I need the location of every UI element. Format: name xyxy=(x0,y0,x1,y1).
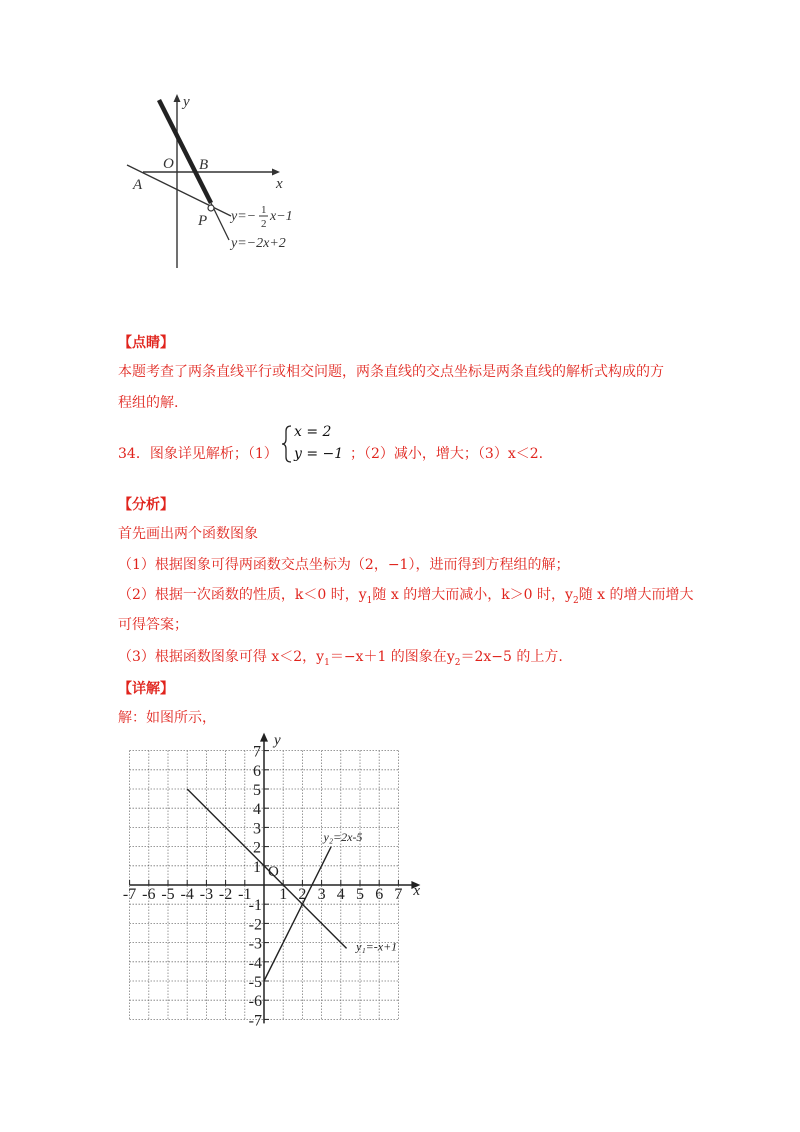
x-tick-label: -1 xyxy=(238,886,252,903)
fig1-eq1-num: 1 xyxy=(261,204,267,216)
y2-symbol: $y_2$ xyxy=(565,587,579,606)
fig1-eq1-prefix: y=− xyxy=(231,209,257,224)
figure-1 xyxy=(115,92,315,277)
fenxi-p3a: （3）根据函数图象可得 x＜2， xyxy=(118,649,317,665)
q34-sys-x: x = 2 xyxy=(294,424,332,440)
y-tick-label: -7 xyxy=(248,1012,262,1030)
y2-symbol: $y_2$ xyxy=(446,649,461,668)
x-tick-label: 3 xyxy=(317,886,326,903)
fenxi-p3b: ＝−x＋1 的图象在 xyxy=(329,649,447,665)
fig1-x-arrow xyxy=(272,169,280,176)
x-tick-label: 2 xyxy=(298,886,307,903)
y-tick-label: 7 xyxy=(253,743,261,761)
q34-prefix: 34．图象详见解析；（1） xyxy=(118,446,278,462)
y-tick-label: 6 xyxy=(253,762,261,780)
x-tick-label: -7 xyxy=(122,886,137,903)
x-axis-label: x xyxy=(413,883,421,899)
y-tick-label: 3 xyxy=(253,820,261,838)
x-tick-label: -5 xyxy=(161,886,175,903)
fenxi-p2 xyxy=(118,585,694,611)
fig1-x-label: x xyxy=(276,176,283,192)
y-tick-label: 2 xyxy=(253,839,261,857)
fig1-line-two-thick xyxy=(159,100,211,203)
q34-sys-y: y = −1 xyxy=(294,446,344,462)
y-tick-label: -3 xyxy=(248,935,262,953)
fig1-p-label: P xyxy=(198,213,208,229)
xiangjie-heading: 【详解】 xyxy=(118,681,174,697)
xiangjie-line1: 解：如图所示， xyxy=(118,710,216,726)
line-y1 xyxy=(187,789,346,948)
fenxi-p2c: 随 x 的增大而增大 xyxy=(578,587,694,603)
y-tick-label: 1 xyxy=(253,858,261,876)
x-tick-label: 6 xyxy=(375,886,384,903)
x-tick-label: 4 xyxy=(336,886,345,903)
y1-symbol: $y_1$ xyxy=(358,587,373,606)
fenxi-p3 xyxy=(118,647,563,673)
coordinate-graph xyxy=(115,732,421,1030)
y1-symbol: $y_1$ xyxy=(316,649,330,668)
dianjing-line2: 程组的解. xyxy=(118,395,179,411)
fig1-eq1-suffix: x−1 xyxy=(270,209,293,224)
x-tick-label: 7 xyxy=(394,886,403,903)
x-tick-label: -4 xyxy=(180,886,194,903)
fenxi-p1: （1）根据图象可得两函数交点坐标为（2，−1），进而得到方程组的解； xyxy=(118,557,570,573)
fenxi-p3c: ＝2x−5 的上方. xyxy=(460,649,563,665)
fig1-eq1-den: 2 xyxy=(261,218,267,230)
y-tick-label: -5 xyxy=(248,974,262,991)
fig1-point-p xyxy=(208,205,214,211)
dianjing-heading: 【点睛】 xyxy=(118,335,174,351)
y-tick-label: 4 xyxy=(253,801,261,819)
fig1-b-label: B xyxy=(199,157,209,173)
fig1-a-label: A xyxy=(133,177,143,193)
y-tick-label: -2 xyxy=(248,916,262,934)
line-y2-label: y₂=2x-5 xyxy=(323,829,363,844)
y-tick-label: 5 xyxy=(253,782,261,799)
x-tick-label: 5 xyxy=(356,886,364,903)
fig1-o-label: O xyxy=(163,156,174,172)
origin-label: O xyxy=(268,864,279,880)
y-tick-label: -6 xyxy=(248,993,262,1011)
q34-suffix: ；（2）减小，增大；（3）x＜2. xyxy=(350,446,544,462)
fig1-eq2: y=−2x+2 xyxy=(231,236,286,251)
fenxi-p2b: 随 x 的增大而减小，k＞0 时， xyxy=(372,587,566,603)
fig1-y-arrow xyxy=(174,94,181,102)
line-y1-label: y₁=-x+1 xyxy=(356,939,398,954)
fig1-y-label: y xyxy=(183,94,190,110)
y-tick-label: -4 xyxy=(248,954,262,972)
x-tick-label: -6 xyxy=(142,886,156,903)
y-axis-label: y xyxy=(274,732,281,749)
fenxi-heading: 【分析】 xyxy=(118,497,174,513)
y-axis-arrow xyxy=(260,733,268,742)
fenxi-p2-line2: 可得答案； xyxy=(118,617,188,633)
fenxi-intro: 首先画出两个函数图象 xyxy=(118,526,258,542)
x-tick-label: -2 xyxy=(218,886,233,903)
x-tick-label: 1 xyxy=(279,886,288,903)
x-tick-label: -3 xyxy=(199,886,214,903)
dianjing-line1: 本题考查了两条直线平行或相交问题，两条直线的交点坐标是两条直线的解析式构成的方 xyxy=(118,364,664,380)
y-tick-label: -1 xyxy=(248,897,262,915)
fenxi-p2a: （2）根据一次函数的性质，k＜0 时， xyxy=(118,587,359,603)
q34-system-brace xyxy=(280,424,294,464)
